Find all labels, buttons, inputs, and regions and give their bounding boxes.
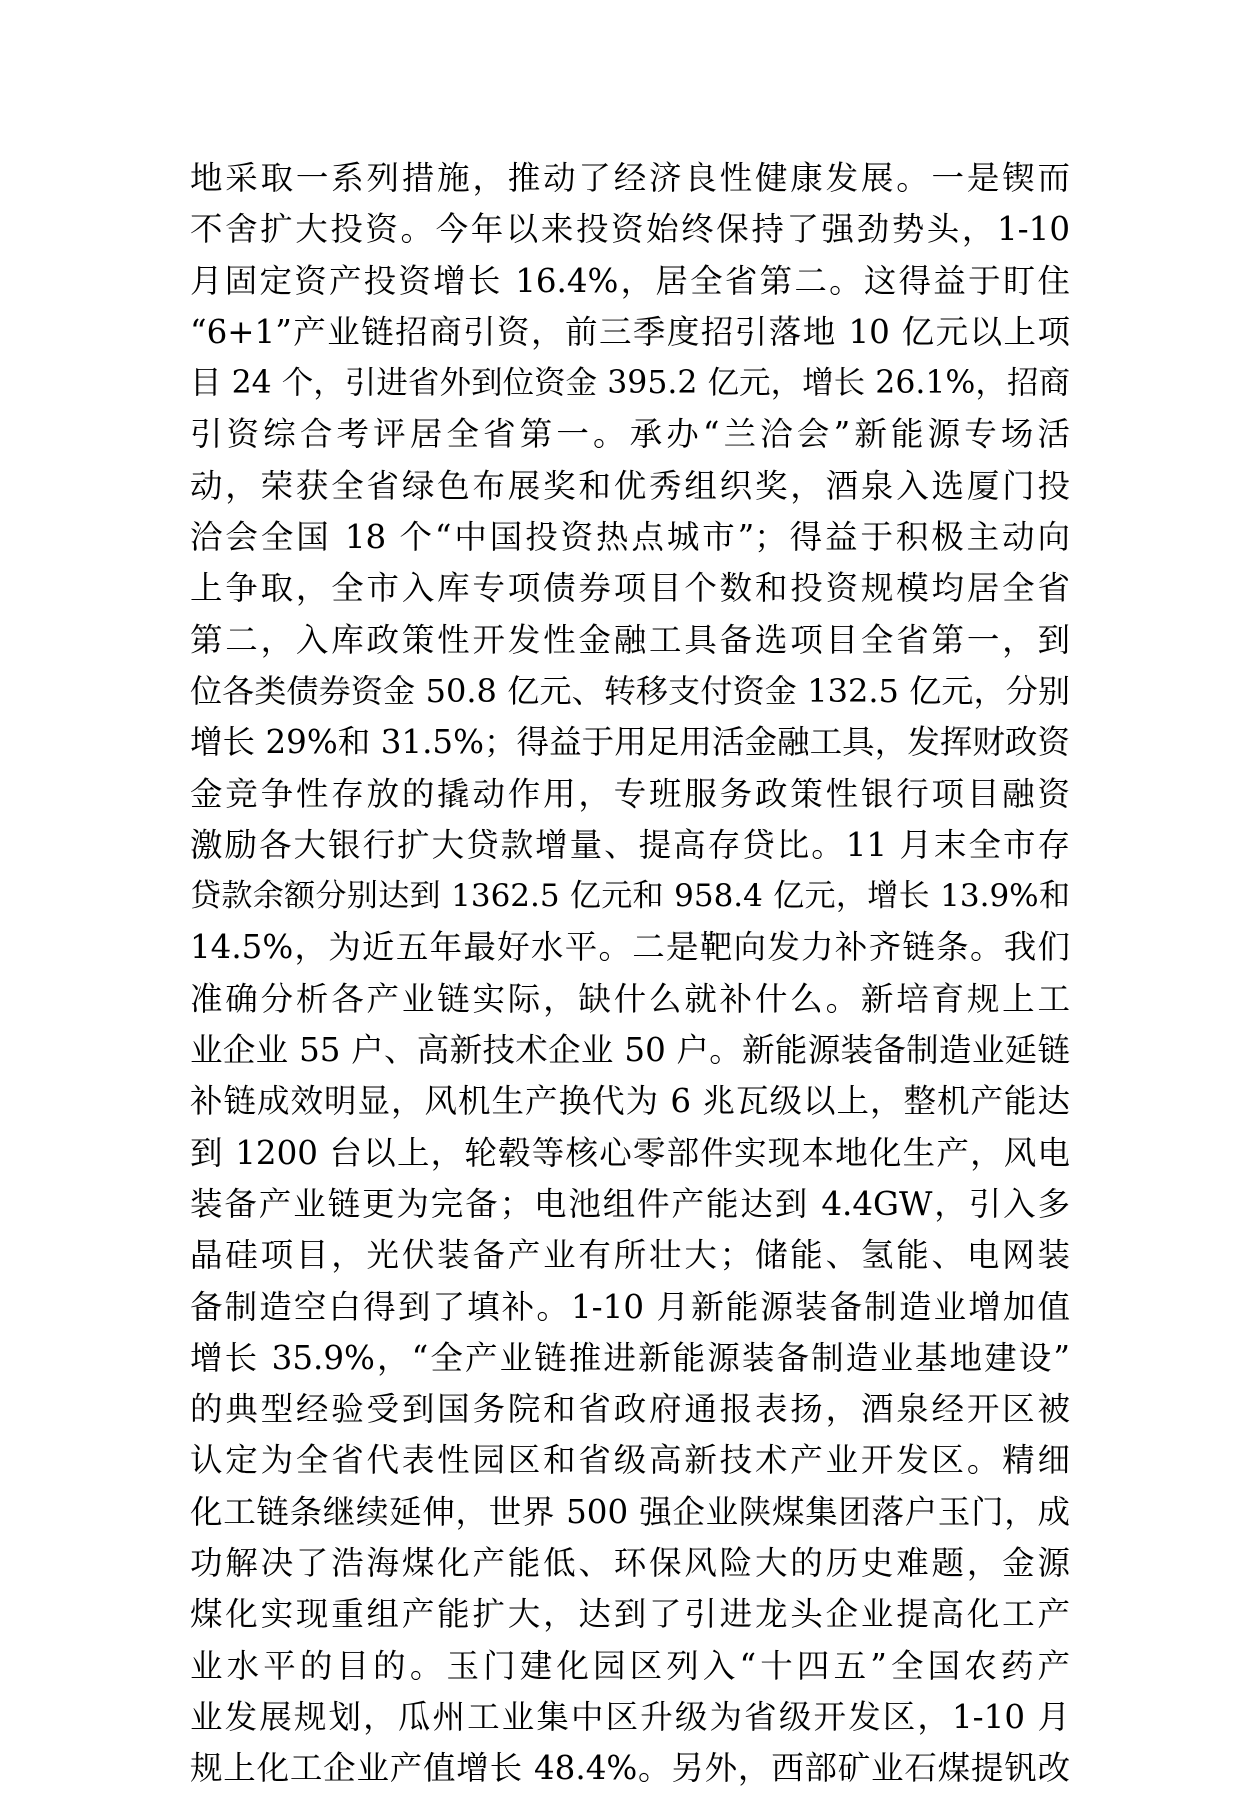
text-line: 引资综合考评居全省第一。承办“兰洽会”新能源专场活 [190,415,1070,454]
text-line: 准确分析各产业链实际，缺什么就补什么。新培育规上工 [190,979,1070,1018]
text-line: “6+1”产业链招商引资，前三季度招引落地 10 亿元以上项 [190,312,1070,351]
text-line: 动，荣获全省绿色布展奖和优秀组织奖，酒泉入选厦门投 [190,466,1070,505]
text-line: 晶硅项目，光伏装备产业有所壮大；储能、氢能、电网装 [190,1236,1070,1275]
text-line: 月固定资产投资增长 16.4%，居全省第二。这得益于盯住 [190,261,1070,300]
text-line: 增长 35.9%，“全产业链推进新能源装备制造业基地建设” [190,1338,1070,1377]
text-line: 目 24 个，引进省外到位资金 395.2 亿元，增长 26.1%，招商 [190,365,1070,402]
text-line: 第二，入库政策性开发性金融工具备选项目全省第一，到 [190,620,1070,659]
text-line: 业企业 55 户、高新技术企业 50 户。新能源装备制造业延链 [190,1031,1070,1070]
text-line: 14.5%，为近五年最好水平。二是靶向发力补齐链条。我们 [190,928,1070,967]
text-line: 激励各大银行扩大贷款增量、提高存贷比。11 月末全市存 [190,825,1070,864]
text-line: 业发展规划，瓜州工业集中区升级为省级开发区，1-10 月 [190,1697,1070,1736]
text-line: 的典型经验受到国务院和省政府通报表扬，酒泉经开区被 [190,1390,1070,1429]
text-line: 功解决了浩海煤化产能低、环保风险大的历史难题，金源 [190,1544,1070,1583]
text-line: 装备产业链更为完备；电池组件产能达到 4.4GW，引入多 [190,1184,1070,1223]
text-line: 不舍扩大投资。今年以来投资始终保持了强劲势头，1-10 [190,210,1070,249]
text-line: 认定为全省代表性园区和省级高新技术产业开发区。精细 [190,1441,1070,1480]
text-line: 到 1200 台以上，轮毂等核心零部件实现本地化生产，风电 [190,1133,1070,1172]
text-line: 上争取，全市入库专项债券项目个数和投资规模均居全省 [190,569,1070,608]
text-line: 补链成效明显，风机生产换代为 6 兆瓦级以上，整机产能达 [190,1082,1070,1121]
text-line: 备制造空白得到了填补。1-10 月新能源装备制造业增加值 [190,1287,1070,1326]
text-line: 增长 29%和 31.5%；得益于用足用活金融工具，发挥财政资 [190,723,1070,762]
text-line: 洽会全国 18 个“中国投资热点城市”；得益于积极主动向 [190,518,1070,557]
text-line: 位各类债券资金 50.8 亿元、转移支付资金 132.5 亿元，分别 [190,671,1070,710]
text-line: 煤化实现重组产能扩大，达到了引进龙头企业提高化工产 [190,1595,1070,1634]
text-line: 金竞争性存放的撬动作用，专班服务政策性银行项目融资 [190,774,1070,813]
text-line: 地采取一系列措施，推动了经济良性健康发展。一是锲而 [190,159,1070,197]
body-paragraph [190,153,1070,1795]
text-line: 贷款余额分别达到 1362.5 亿元和 958.4 亿元，增长 13.9%和 [190,878,1070,915]
text-line: 规上化工企业产值增长 48.4%。另外，西部矿业石煤提钒改 [190,1749,1070,1788]
text-line: 化工链条继续延伸，世界 500 强企业陕煤集团落户玉门，成 [190,1492,1070,1531]
text-line: 业水平的目的。玉门建化园区列入“十四五”全国农药产 [190,1646,1070,1685]
